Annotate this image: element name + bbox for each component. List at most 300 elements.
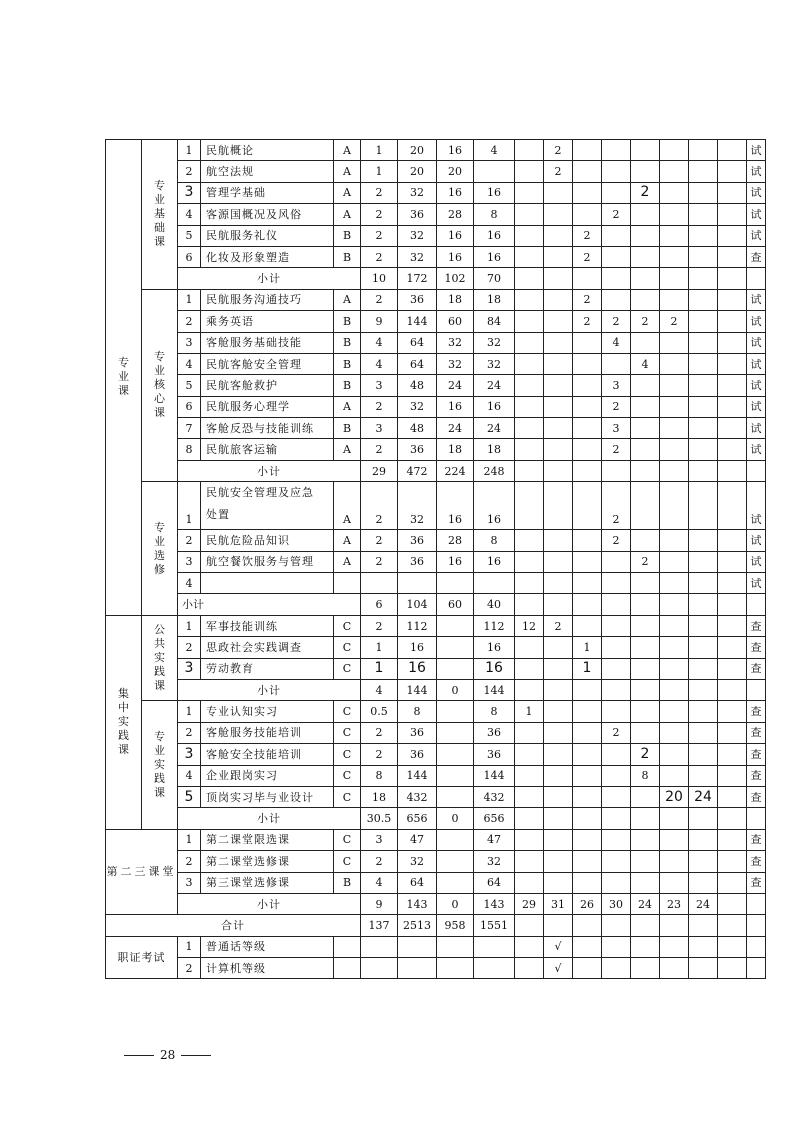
data-cell: 4 — [361, 353, 398, 374]
data-cell — [515, 551, 544, 572]
data-cell — [602, 851, 631, 872]
data-cell — [689, 744, 718, 765]
data-cell — [602, 182, 631, 203]
data-cell — [515, 851, 544, 872]
data-cell: 16 — [474, 658, 515, 679]
subtotal-row — [106, 460, 766, 481]
data-cell: 24 — [631, 893, 660, 914]
data-cell — [573, 204, 602, 225]
data-cell: 16 — [437, 225, 474, 246]
data-cell: 64 — [398, 872, 437, 893]
data-cell: 9 — [361, 311, 398, 332]
data-cell — [660, 439, 689, 460]
data-cell — [718, 658, 747, 679]
subtotal-label: 小计 — [178, 594, 361, 615]
data-cell — [689, 311, 718, 332]
data-cell: 2 — [573, 311, 602, 332]
data-cell — [631, 808, 660, 829]
data-cell — [573, 765, 602, 786]
table-row — [106, 396, 766, 417]
data-cell — [515, 573, 544, 594]
data-cell: 432 — [474, 786, 515, 807]
data-cell — [602, 786, 631, 807]
table-row — [106, 439, 766, 460]
data-cell: 64 — [398, 353, 437, 374]
footer-dash-right — [181, 1055, 211, 1056]
exam-type: 查 — [747, 637, 766, 658]
data-cell — [660, 679, 689, 700]
subtotal-label: 小计 — [178, 808, 361, 829]
data-cell — [689, 460, 718, 481]
data-cell: 32 — [437, 353, 474, 374]
table-row — [106, 786, 766, 807]
data-cell — [689, 829, 718, 850]
data-cell: 32 — [398, 851, 437, 872]
data-cell — [602, 615, 631, 636]
data-cell — [602, 765, 631, 786]
data-cell: 32 — [437, 332, 474, 353]
exam-type — [747, 958, 766, 979]
row-number: 4 — [178, 204, 201, 225]
data-cell — [631, 418, 660, 439]
data-cell — [660, 353, 689, 374]
course-type: A — [334, 204, 361, 225]
data-cell: 3 — [602, 375, 631, 396]
course-type: C — [334, 744, 361, 765]
data-cell: 2 — [361, 225, 398, 246]
data-cell — [602, 872, 631, 893]
table-row — [106, 615, 766, 636]
row-number: 6 — [178, 396, 201, 417]
data-cell — [660, 225, 689, 246]
certificate-row — [106, 958, 766, 979]
data-cell — [660, 396, 689, 417]
data-cell — [544, 482, 573, 530]
data-cell — [718, 439, 747, 460]
data-cell — [631, 268, 660, 289]
data-cell — [602, 460, 631, 481]
data-cell — [718, 701, 747, 722]
data-cell — [718, 140, 747, 161]
data-cell: 8 — [474, 530, 515, 551]
data-cell: 16 — [437, 396, 474, 417]
data-cell: 2 — [361, 551, 398, 572]
data-cell — [515, 722, 544, 743]
row-number: 7 — [178, 418, 201, 439]
exam-type: 试 — [747, 140, 766, 161]
data-cell — [544, 594, 573, 615]
row-number: 5 — [178, 786, 201, 807]
data-cell: 8 — [474, 701, 515, 722]
data-cell: 32 — [474, 353, 515, 374]
data-cell — [631, 936, 660, 957]
course-name: 民航旅客运输 — [201, 439, 334, 460]
data-cell — [437, 722, 474, 743]
data-cell: 1 — [573, 637, 602, 658]
data-cell: 60 — [437, 594, 474, 615]
data-cell: 29 — [361, 460, 398, 481]
data-cell: 144 — [398, 679, 437, 700]
data-cell — [689, 140, 718, 161]
data-cell — [544, 679, 573, 700]
exam-type: 试 — [747, 439, 766, 460]
data-cell — [573, 332, 602, 353]
data-cell: 24 — [437, 418, 474, 439]
data-cell — [660, 829, 689, 850]
data-cell: 4 — [361, 332, 398, 353]
exam-type: 查 — [747, 829, 766, 850]
data-cell — [718, 893, 747, 914]
exam-type: 试 — [747, 396, 766, 417]
data-cell — [660, 958, 689, 979]
data-cell — [631, 829, 660, 850]
data-cell — [660, 140, 689, 161]
data-cell — [718, 573, 747, 594]
data-cell — [689, 765, 718, 786]
data-cell: 16 — [437, 140, 474, 161]
curriculum-table — [105, 139, 766, 979]
data-cell: 4 — [474, 140, 515, 161]
data-cell — [573, 551, 602, 572]
data-cell: 2 — [361, 396, 398, 417]
data-cell — [515, 182, 544, 203]
section-label: 集中实践课 — [106, 615, 142, 829]
row-number: 3 — [178, 744, 201, 765]
data-cell — [515, 808, 544, 829]
course-name: 民航概论 — [201, 140, 334, 161]
data-cell — [474, 573, 515, 594]
data-cell: 18 — [361, 786, 398, 807]
exam-type: 查 — [747, 872, 766, 893]
data-cell — [437, 658, 474, 679]
data-cell — [573, 851, 602, 872]
data-cell: 2 — [361, 204, 398, 225]
subtotal-row — [106, 808, 766, 829]
data-cell — [515, 679, 544, 700]
data-cell — [515, 765, 544, 786]
data-cell: 70 — [474, 268, 515, 289]
data-cell: 24 — [437, 375, 474, 396]
data-cell: 172 — [398, 268, 437, 289]
data-cell: 112 — [474, 615, 515, 636]
data-cell — [602, 140, 631, 161]
exam-type: 查 — [747, 615, 766, 636]
data-cell — [515, 396, 544, 417]
course-type: C — [334, 615, 361, 636]
table-row — [106, 637, 766, 658]
data-cell: 2 — [361, 851, 398, 872]
data-cell: 36 — [474, 722, 515, 743]
data-cell — [544, 418, 573, 439]
data-cell — [544, 872, 573, 893]
data-cell — [631, 225, 660, 246]
data-cell — [515, 246, 544, 267]
data-cell — [515, 637, 544, 658]
exam-type: 试 — [747, 551, 766, 572]
data-cell — [718, 311, 747, 332]
course-type: B — [334, 246, 361, 267]
data-cell — [631, 573, 660, 594]
subtotal-row — [106, 268, 766, 289]
data-cell — [602, 573, 631, 594]
data-cell: 30.5 — [361, 808, 398, 829]
data-cell: 16 — [398, 658, 437, 679]
data-cell — [660, 744, 689, 765]
data-cell: 60 — [437, 311, 474, 332]
data-cell: 32 — [398, 482, 437, 530]
group-label: 专业选修 — [142, 482, 178, 616]
data-cell — [718, 958, 747, 979]
data-cell: 16 — [398, 637, 437, 658]
data-cell — [660, 204, 689, 225]
data-cell: 1 — [361, 161, 398, 182]
data-cell — [718, 353, 747, 374]
data-cell: 2 — [361, 530, 398, 551]
data-cell — [573, 701, 602, 722]
data-cell — [660, 332, 689, 353]
data-cell — [544, 808, 573, 829]
data-cell: 84 — [474, 311, 515, 332]
data-cell — [689, 573, 718, 594]
data-cell: 2 — [361, 744, 398, 765]
data-cell — [718, 289, 747, 310]
data-cell: 36 — [398, 744, 437, 765]
data-cell — [689, 482, 718, 530]
data-cell: 2 — [361, 439, 398, 460]
data-cell — [544, 332, 573, 353]
data-cell: 2 — [602, 204, 631, 225]
data-cell: 2 — [573, 246, 602, 267]
certificate-name: 计算机等级 — [201, 958, 334, 979]
data-cell — [631, 679, 660, 700]
data-cell — [544, 182, 573, 203]
data-cell — [573, 594, 602, 615]
data-cell: 20 — [437, 161, 474, 182]
data-cell — [573, 573, 602, 594]
data-cell — [660, 701, 689, 722]
data-cell: 144 — [474, 679, 515, 700]
data-cell: 2 — [361, 722, 398, 743]
data-cell — [602, 744, 631, 765]
row-number: 5 — [178, 375, 201, 396]
table-row — [106, 311, 766, 332]
exam-type: 试 — [747, 311, 766, 332]
data-cell — [689, 204, 718, 225]
course-type: B — [334, 872, 361, 893]
course-type: B — [334, 353, 361, 374]
data-cell: 16 — [474, 482, 515, 530]
data-cell — [361, 936, 398, 957]
table-row — [106, 658, 766, 679]
data-cell — [718, 204, 747, 225]
data-cell — [515, 353, 544, 374]
data-cell: 28 — [437, 204, 474, 225]
data-cell — [631, 701, 660, 722]
data-cell: 1 — [361, 658, 398, 679]
data-cell — [631, 872, 660, 893]
data-cell — [474, 161, 515, 182]
course-name: 民航危险品知识 — [201, 530, 334, 551]
course-type: C — [334, 637, 361, 658]
row-number: 2 — [178, 851, 201, 872]
data-cell: 2 — [361, 289, 398, 310]
data-cell: 4 — [361, 679, 398, 700]
data-cell — [718, 396, 747, 417]
exam-type — [747, 460, 766, 481]
subtotal-label: 小计 — [178, 268, 361, 289]
data-cell — [660, 872, 689, 893]
data-cell — [573, 786, 602, 807]
data-cell — [631, 594, 660, 615]
data-cell: 4 — [631, 353, 660, 374]
table-row — [106, 872, 766, 893]
data-cell: 3 — [361, 418, 398, 439]
data-cell: 16 — [474, 396, 515, 417]
data-cell: 36 — [398, 204, 437, 225]
table-row — [106, 161, 766, 182]
data-cell — [544, 744, 573, 765]
data-cell — [515, 936, 544, 957]
course-name: 乘务英语 — [201, 311, 334, 332]
data-cell: 48 — [398, 418, 437, 439]
data-cell — [573, 460, 602, 481]
table-row — [106, 744, 766, 765]
data-cell — [631, 460, 660, 481]
data-cell — [660, 551, 689, 572]
data-cell — [718, 872, 747, 893]
exam-type: 查 — [747, 765, 766, 786]
course-name: 民航服务心理学 — [201, 396, 334, 417]
table-row — [106, 375, 766, 396]
data-cell: 2 — [660, 311, 689, 332]
data-cell — [602, 637, 631, 658]
data-cell — [602, 829, 631, 850]
data-cell — [437, 829, 474, 850]
data-cell: 224 — [437, 460, 474, 481]
course-type — [334, 573, 361, 594]
row-number: 4 — [178, 573, 201, 594]
data-cell — [437, 851, 474, 872]
data-cell — [602, 246, 631, 267]
page-footer — [118, 1048, 217, 1062]
data-cell — [544, 204, 573, 225]
data-cell — [718, 765, 747, 786]
data-cell — [718, 615, 747, 636]
exam-type — [747, 808, 766, 829]
course-name: 化妆及形象塑造 — [201, 246, 334, 267]
table-row — [106, 140, 766, 161]
data-cell — [689, 268, 718, 289]
data-cell — [631, 246, 660, 267]
data-cell — [660, 936, 689, 957]
data-cell: 432 — [398, 786, 437, 807]
data-cell — [689, 637, 718, 658]
table-row — [106, 573, 766, 594]
data-cell: 16 — [437, 551, 474, 572]
data-cell — [631, 396, 660, 417]
exam-type — [747, 679, 766, 700]
course-name: 思政社会实践调查 — [201, 637, 334, 658]
data-cell — [515, 311, 544, 332]
data-cell: 10 — [361, 268, 398, 289]
data-cell — [602, 658, 631, 679]
data-cell: 20 — [398, 140, 437, 161]
table-row — [106, 332, 766, 353]
data-cell — [689, 439, 718, 460]
data-cell — [602, 958, 631, 979]
data-cell — [660, 573, 689, 594]
data-cell: 104 — [398, 594, 437, 615]
second-class-label: 第二三课堂 — [106, 829, 178, 915]
row-number: 6 — [178, 246, 201, 267]
data-cell — [631, 637, 660, 658]
data-cell: 656 — [398, 808, 437, 829]
row-number: 2 — [178, 161, 201, 182]
certificate-row — [106, 936, 766, 957]
course-name: 客舱服务技能培训 — [201, 722, 334, 743]
data-cell: 2 — [602, 530, 631, 551]
data-cell — [602, 701, 631, 722]
data-cell — [689, 332, 718, 353]
data-cell — [515, 204, 544, 225]
data-cell — [573, 396, 602, 417]
data-cell: 143 — [398, 893, 437, 914]
data-cell — [631, 915, 660, 936]
data-cell — [515, 594, 544, 615]
exam-type: 试 — [747, 161, 766, 182]
data-cell: 32 — [474, 332, 515, 353]
row-number: 2 — [178, 958, 201, 979]
data-cell — [660, 658, 689, 679]
data-cell — [718, 375, 747, 396]
data-cell — [544, 289, 573, 310]
course-type: C — [334, 722, 361, 743]
data-cell — [631, 161, 660, 182]
data-cell: 3 — [602, 418, 631, 439]
course-type — [334, 958, 361, 979]
data-cell — [718, 182, 747, 203]
data-cell: 31 — [544, 893, 573, 914]
data-cell: 1551 — [474, 915, 515, 936]
course-name: 客舱服务基础技能 — [201, 332, 334, 353]
data-cell: 3 — [361, 829, 398, 850]
data-cell — [631, 958, 660, 979]
data-cell: 1 — [515, 701, 544, 722]
data-cell — [544, 268, 573, 289]
data-cell — [660, 375, 689, 396]
data-cell: 0 — [437, 808, 474, 829]
data-cell — [689, 594, 718, 615]
data-cell: 64 — [398, 332, 437, 353]
data-cell: 0 — [437, 679, 474, 700]
data-cell — [474, 958, 515, 979]
data-cell: 2 — [602, 439, 631, 460]
data-cell: 2 — [602, 722, 631, 743]
data-cell: 16 — [474, 246, 515, 267]
exam-type: 试 — [747, 530, 766, 551]
data-cell — [631, 140, 660, 161]
data-cell — [573, 872, 602, 893]
section-label: 专业课 — [106, 140, 142, 616]
data-cell: 36 — [474, 744, 515, 765]
data-cell — [515, 658, 544, 679]
course-name: 民航服务沟通技巧 — [201, 289, 334, 310]
exam-type: 试 — [747, 482, 766, 530]
exam-type — [747, 915, 766, 936]
exam-type — [747, 268, 766, 289]
exam-type: 查 — [747, 744, 766, 765]
row-number: 1 — [178, 289, 201, 310]
